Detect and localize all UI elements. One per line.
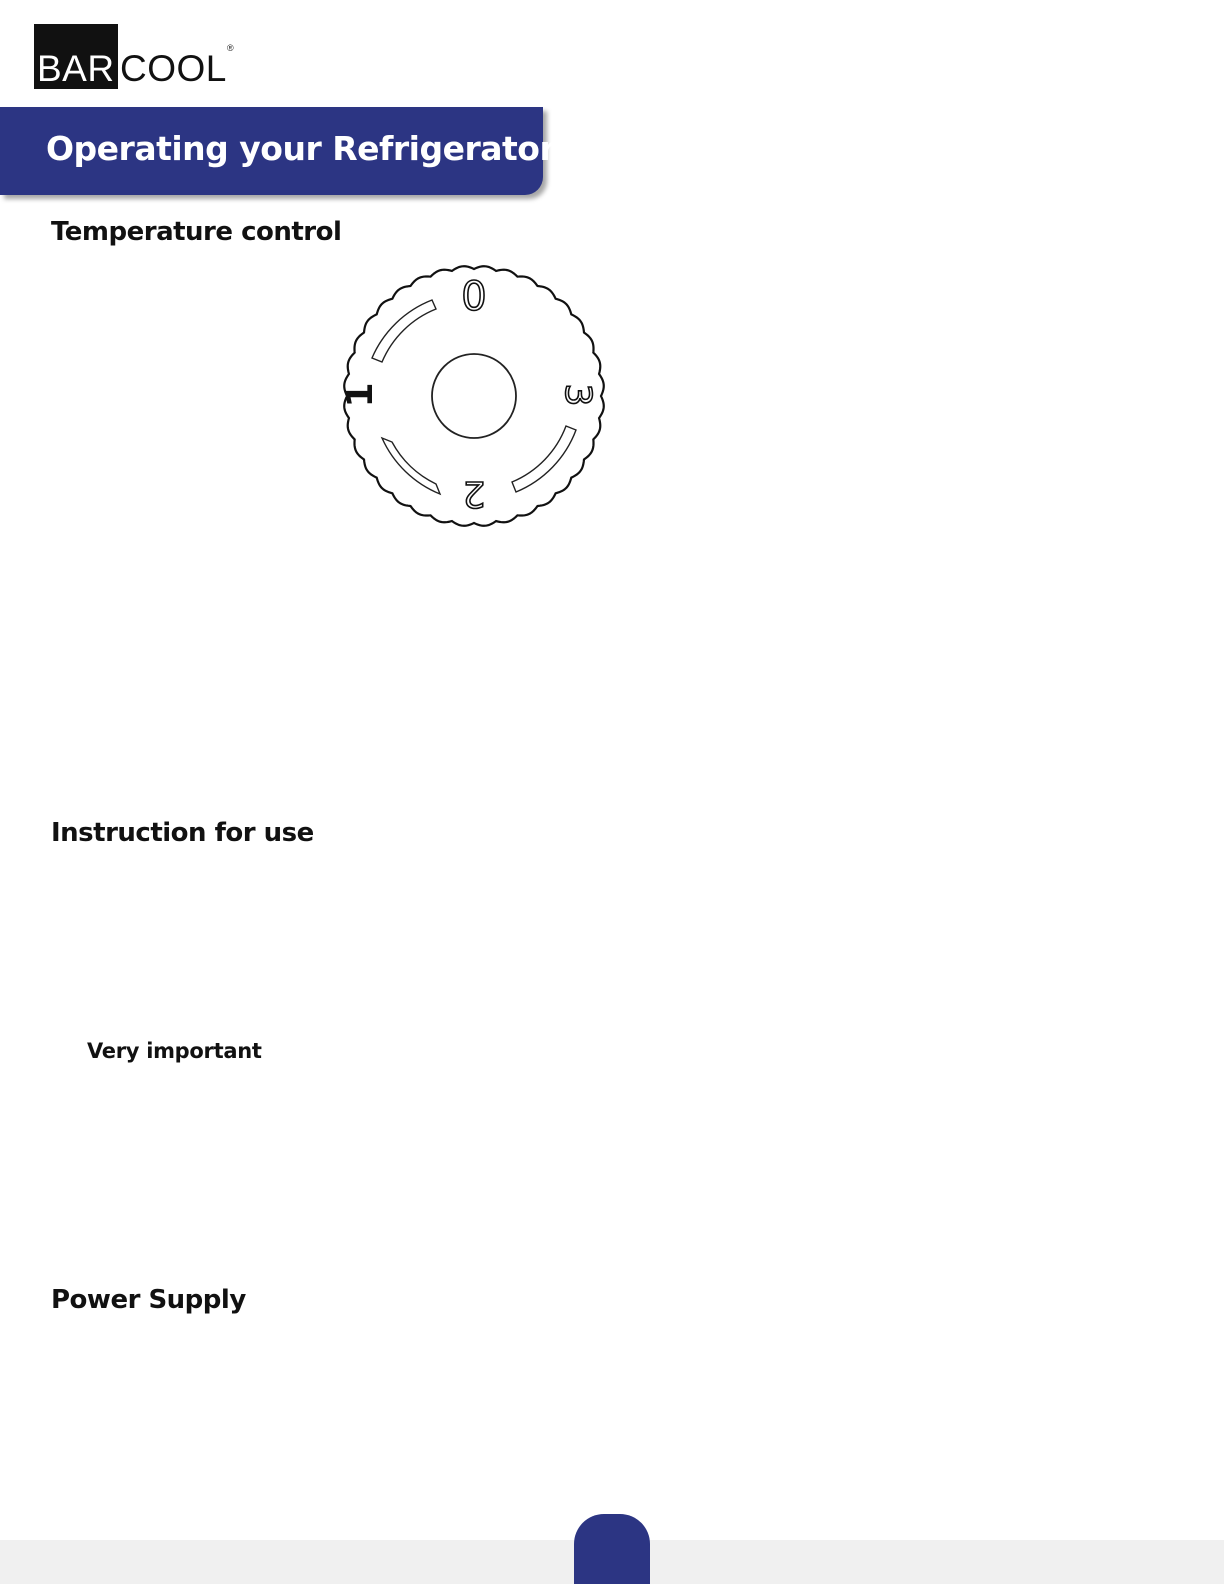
temperature-control-heading: Temperature control	[51, 217, 342, 247]
instruction-for-use-heading: Instruction for use	[51, 818, 314, 848]
dial-arc-upper-left	[372, 300, 436, 362]
dial-arc-lower-left	[382, 438, 440, 494]
dial-label-3: 3	[557, 383, 598, 407]
page-title: Operating your Refrigerator	[46, 129, 556, 168]
logo-text-cool: COOL	[120, 48, 227, 89]
dial-arc-lower-right	[512, 426, 576, 492]
power-supply-heading: Power Supply	[51, 1285, 246, 1315]
temperature-dial-illustration	[340, 262, 608, 530]
dial-label-2: 2	[462, 473, 486, 514]
page-number-tab	[574, 1514, 650, 1584]
logo-dark-block	[34, 24, 118, 89]
very-important-note-heading: Very important	[87, 1039, 262, 1063]
title-banner	[0, 107, 556, 195]
logo-text-bar: BAR	[37, 48, 115, 89]
dial-label-1: 1	[340, 382, 381, 408]
dial-label-0: 0	[461, 274, 487, 320]
dial-center-knob	[432, 354, 516, 438]
registered-mark: ®	[227, 43, 234, 53]
